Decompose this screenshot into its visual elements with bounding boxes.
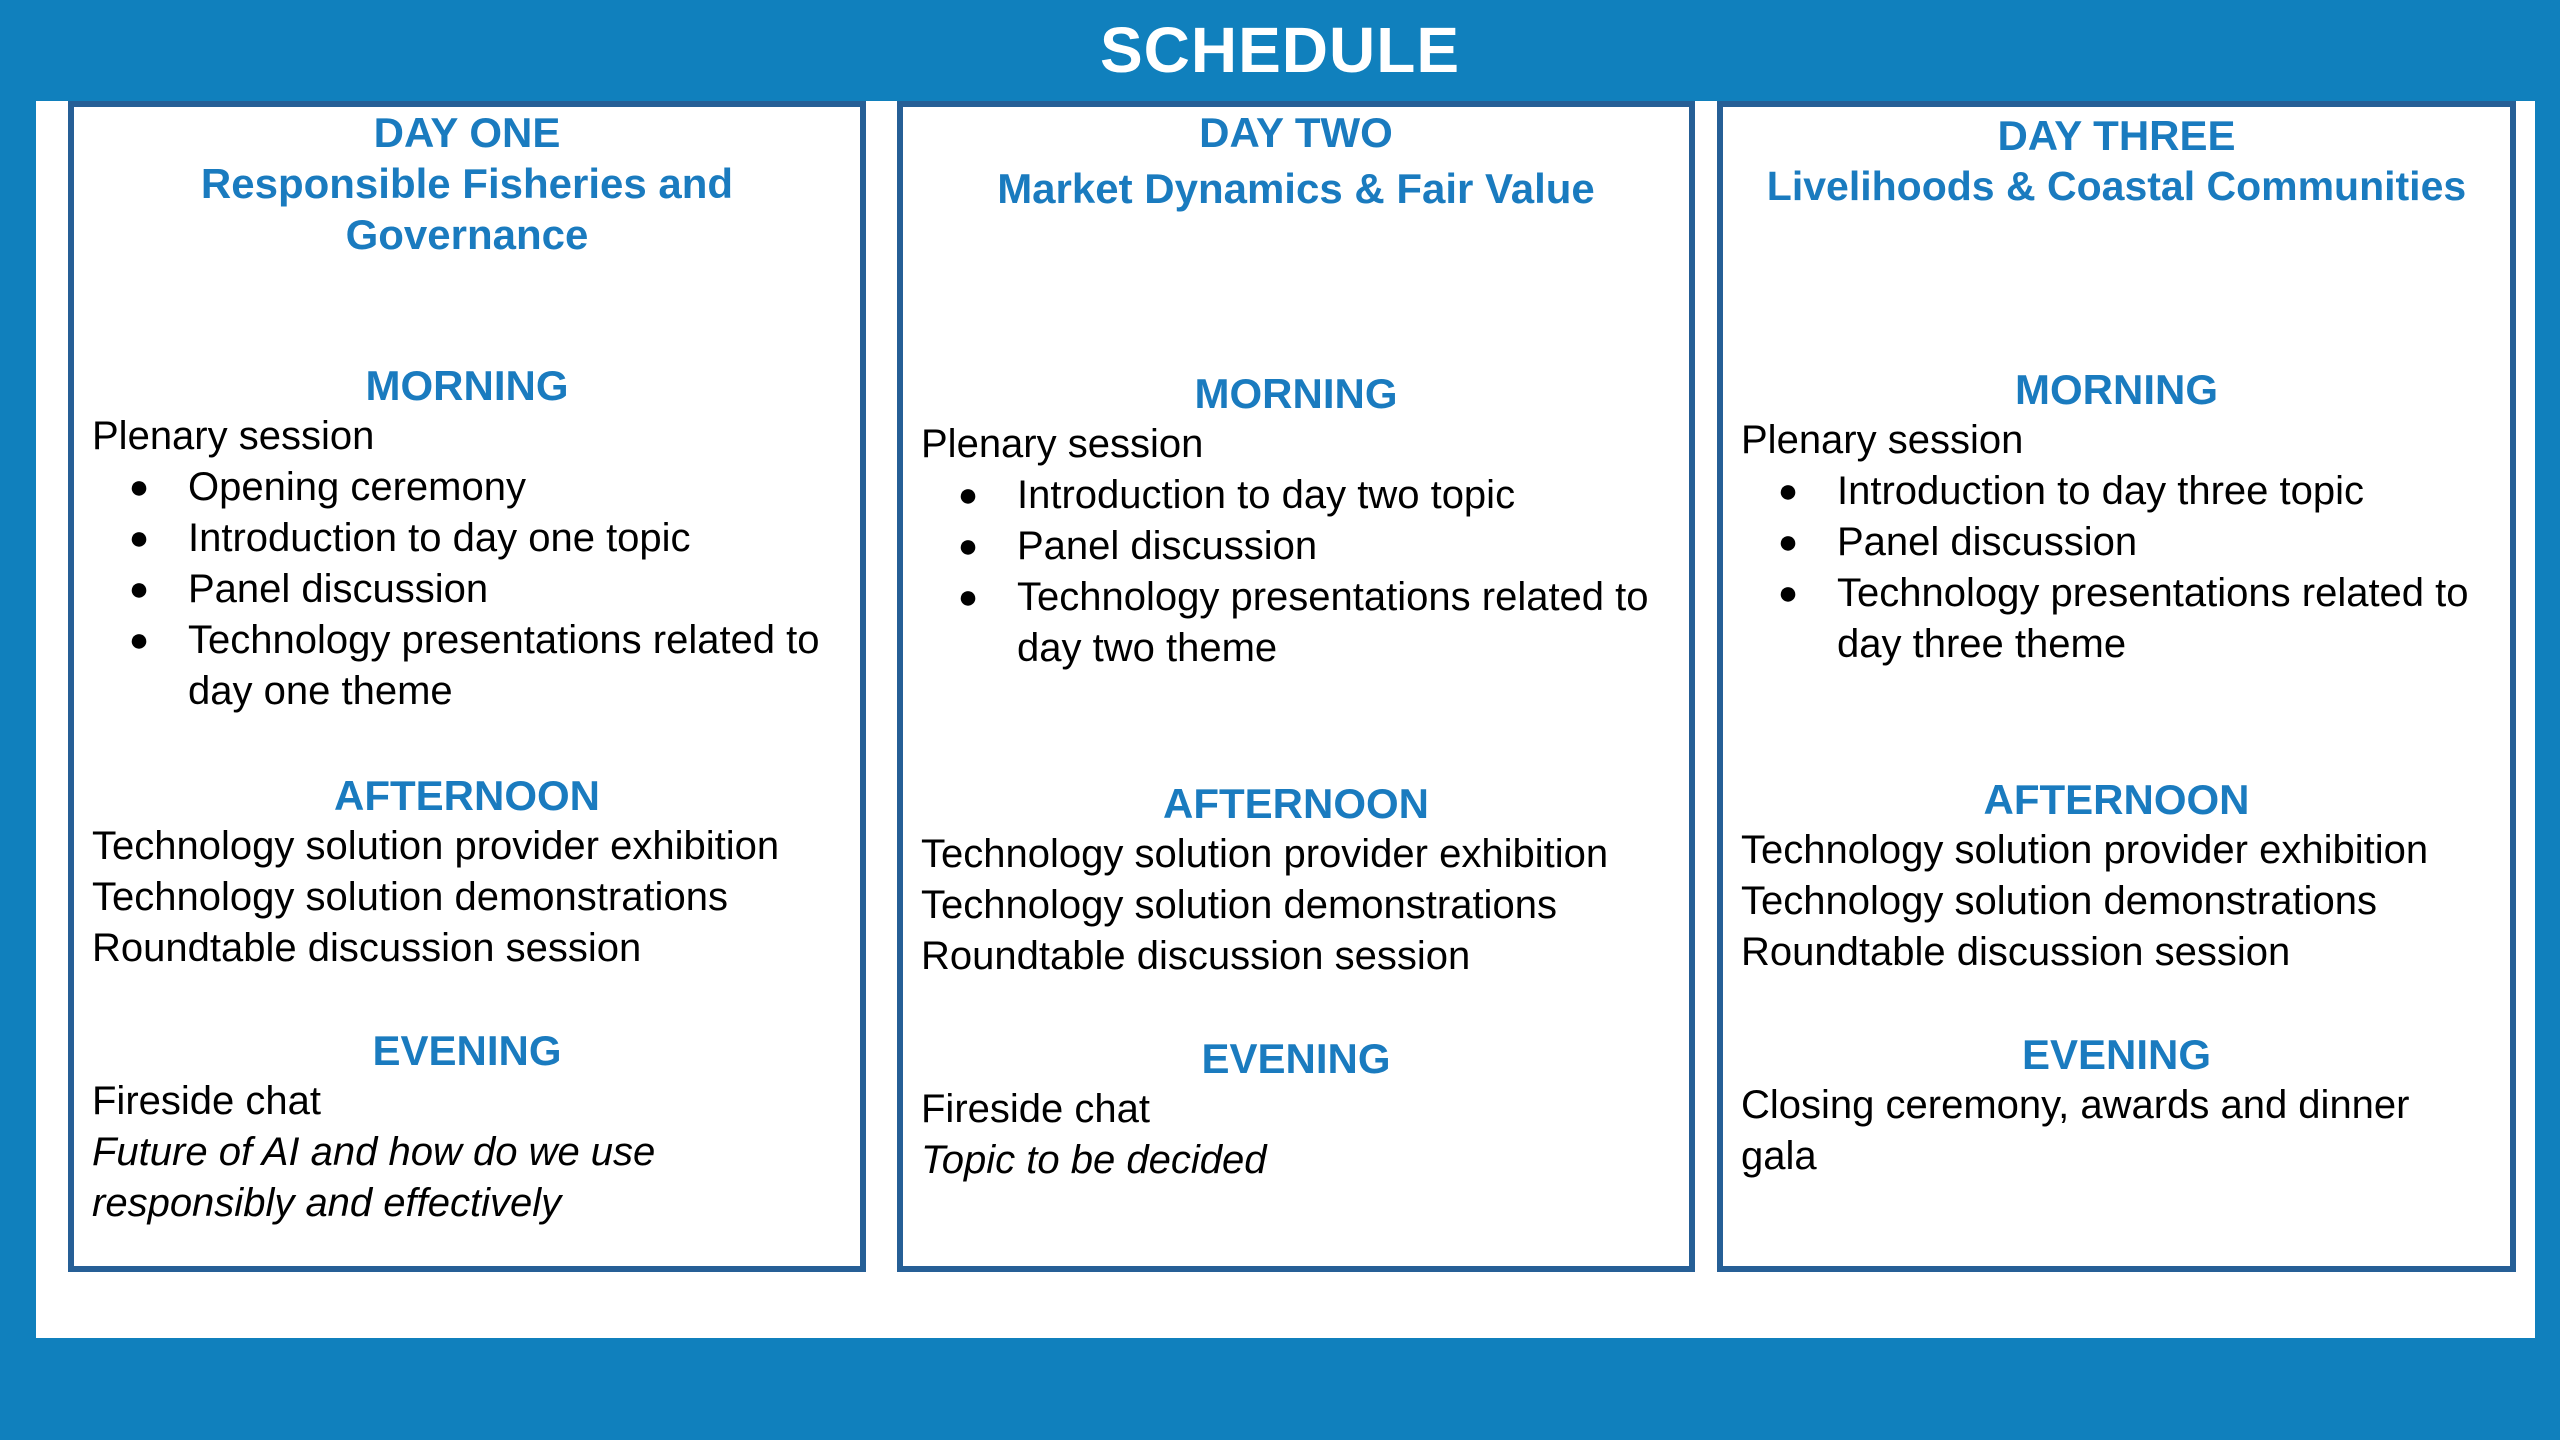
- list-item: ● Panel discussion: [74, 564, 860, 615]
- afternoon-item: Technology solution demonstrations: [1741, 879, 2377, 923]
- list-item: ● Technology presentations related to day three theme: [1723, 568, 2510, 670]
- bullet-icon: ●: [957, 578, 979, 616]
- morning-section: [903, 368, 1689, 674]
- afternoon-heading: AFTERNOON: [334, 772, 600, 819]
- evening-heading: EVENING: [1201, 1035, 1391, 1082]
- day-theme-line-1: Livelihoods & Coastal Communities: [1766, 163, 2467, 209]
- bullet-icon: ●: [128, 570, 150, 608]
- afternoon-item: Technology solution demonstrations: [921, 883, 1557, 927]
- afternoon-item: Technology solution demonstrations: [92, 875, 728, 919]
- afternoon-item: Roundtable discussion session: [92, 926, 642, 970]
- evening-heading: EVENING: [372, 1027, 562, 1074]
- day-theme-line-1: Responsible Fisheries and: [200, 160, 734, 207]
- afternoon-item: Roundtable discussion session: [1741, 930, 2291, 974]
- bullet-icon: ●: [1777, 574, 1799, 612]
- day-theme-line-2: Governance: [345, 211, 589, 258]
- plenary-label: Plenary session: [1741, 418, 2024, 462]
- afternoon-item: Technology solution provider exhibition: [92, 824, 780, 868]
- list-item: ● Opening ceremony: [74, 462, 860, 513]
- bullet-icon: ●: [128, 519, 150, 557]
- day-label: DAY THREE: [1997, 112, 2236, 159]
- day-three-header: [1723, 110, 2510, 212]
- schedule-title: SCHEDULE: [1099, 14, 1461, 86]
- plenary-label: Plenary session: [921, 422, 1204, 466]
- evening-section: [1723, 1029, 2510, 1182]
- bullet-icon: ●: [957, 476, 979, 514]
- list-item: ● Panel discussion: [1723, 517, 2510, 568]
- evening-section: [903, 1033, 1689, 1186]
- afternoon-item: Technology solution provider exhibition: [921, 832, 1609, 876]
- day-one-card: [68, 101, 866, 1272]
- plenary-label: Plenary session: [92, 414, 375, 458]
- evening-title: Fireside chat: [921, 1087, 1150, 1131]
- morning-list: [74, 462, 860, 717]
- day-label: DAY ONE: [373, 109, 561, 156]
- day-two-card: [897, 101, 1695, 1272]
- list-item: ● Introduction to day two topic: [903, 470, 1689, 521]
- bullet-icon: ●: [957, 527, 979, 565]
- afternoon-section: [1723, 774, 2510, 978]
- bullet-icon: ●: [1777, 523, 1799, 561]
- day-label: DAY TWO: [1199, 109, 1393, 156]
- list-item: ● Technology presentations related to day one theme: [74, 615, 860, 717]
- bullet-icon: ●: [128, 468, 150, 506]
- evening-detail: Topic to be decided: [921, 1138, 1267, 1182]
- list-item: ● Panel discussion: [903, 521, 1689, 572]
- evening-detail: Future of AI and how do we use responsibly and effectively: [92, 1130, 656, 1225]
- evening-section: [74, 1025, 860, 1229]
- evening-heading: EVENING: [2021, 1031, 2212, 1078]
- morning-heading: MORNING: [1194, 370, 1398, 417]
- afternoon-section: [903, 778, 1689, 982]
- list-item: ● Technology presentations related to day two theme: [903, 572, 1689, 674]
- morning-section: [74, 360, 860, 717]
- afternoon-heading: AFTERNOON: [1163, 780, 1429, 827]
- day-theme-line-1: Market Dynamics & Fair Value: [997, 165, 1595, 212]
- morning-section: [1723, 364, 2510, 670]
- day-two-header: [903, 107, 1689, 214]
- evening-title: Fireside chat: [92, 1079, 321, 1123]
- afternoon-section: [74, 770, 860, 974]
- afternoon-item: Technology solution provider exhibition: [1741, 828, 2429, 872]
- morning-heading: MORNING: [365, 362, 569, 409]
- morning-list: [1723, 466, 2510, 670]
- bullet-icon: ●: [1777, 472, 1799, 510]
- morning-list: [903, 470, 1689, 674]
- day-one-header: [74, 107, 860, 260]
- day-three-card: [1717, 101, 2516, 1272]
- afternoon-item: Roundtable discussion session: [921, 934, 1471, 978]
- schedule-panel: [36, 101, 2535, 1338]
- list-item: ● Introduction to day three topic: [1723, 466, 2510, 517]
- bullet-icon: ●: [128, 621, 150, 659]
- list-item: ● Introduction to day one topic: [74, 513, 860, 564]
- morning-heading: MORNING: [2015, 366, 2218, 413]
- afternoon-heading: AFTERNOON: [1983, 776, 2250, 823]
- evening-title: Closing ceremony, awards and dinner gala: [1741, 1083, 2410, 1178]
